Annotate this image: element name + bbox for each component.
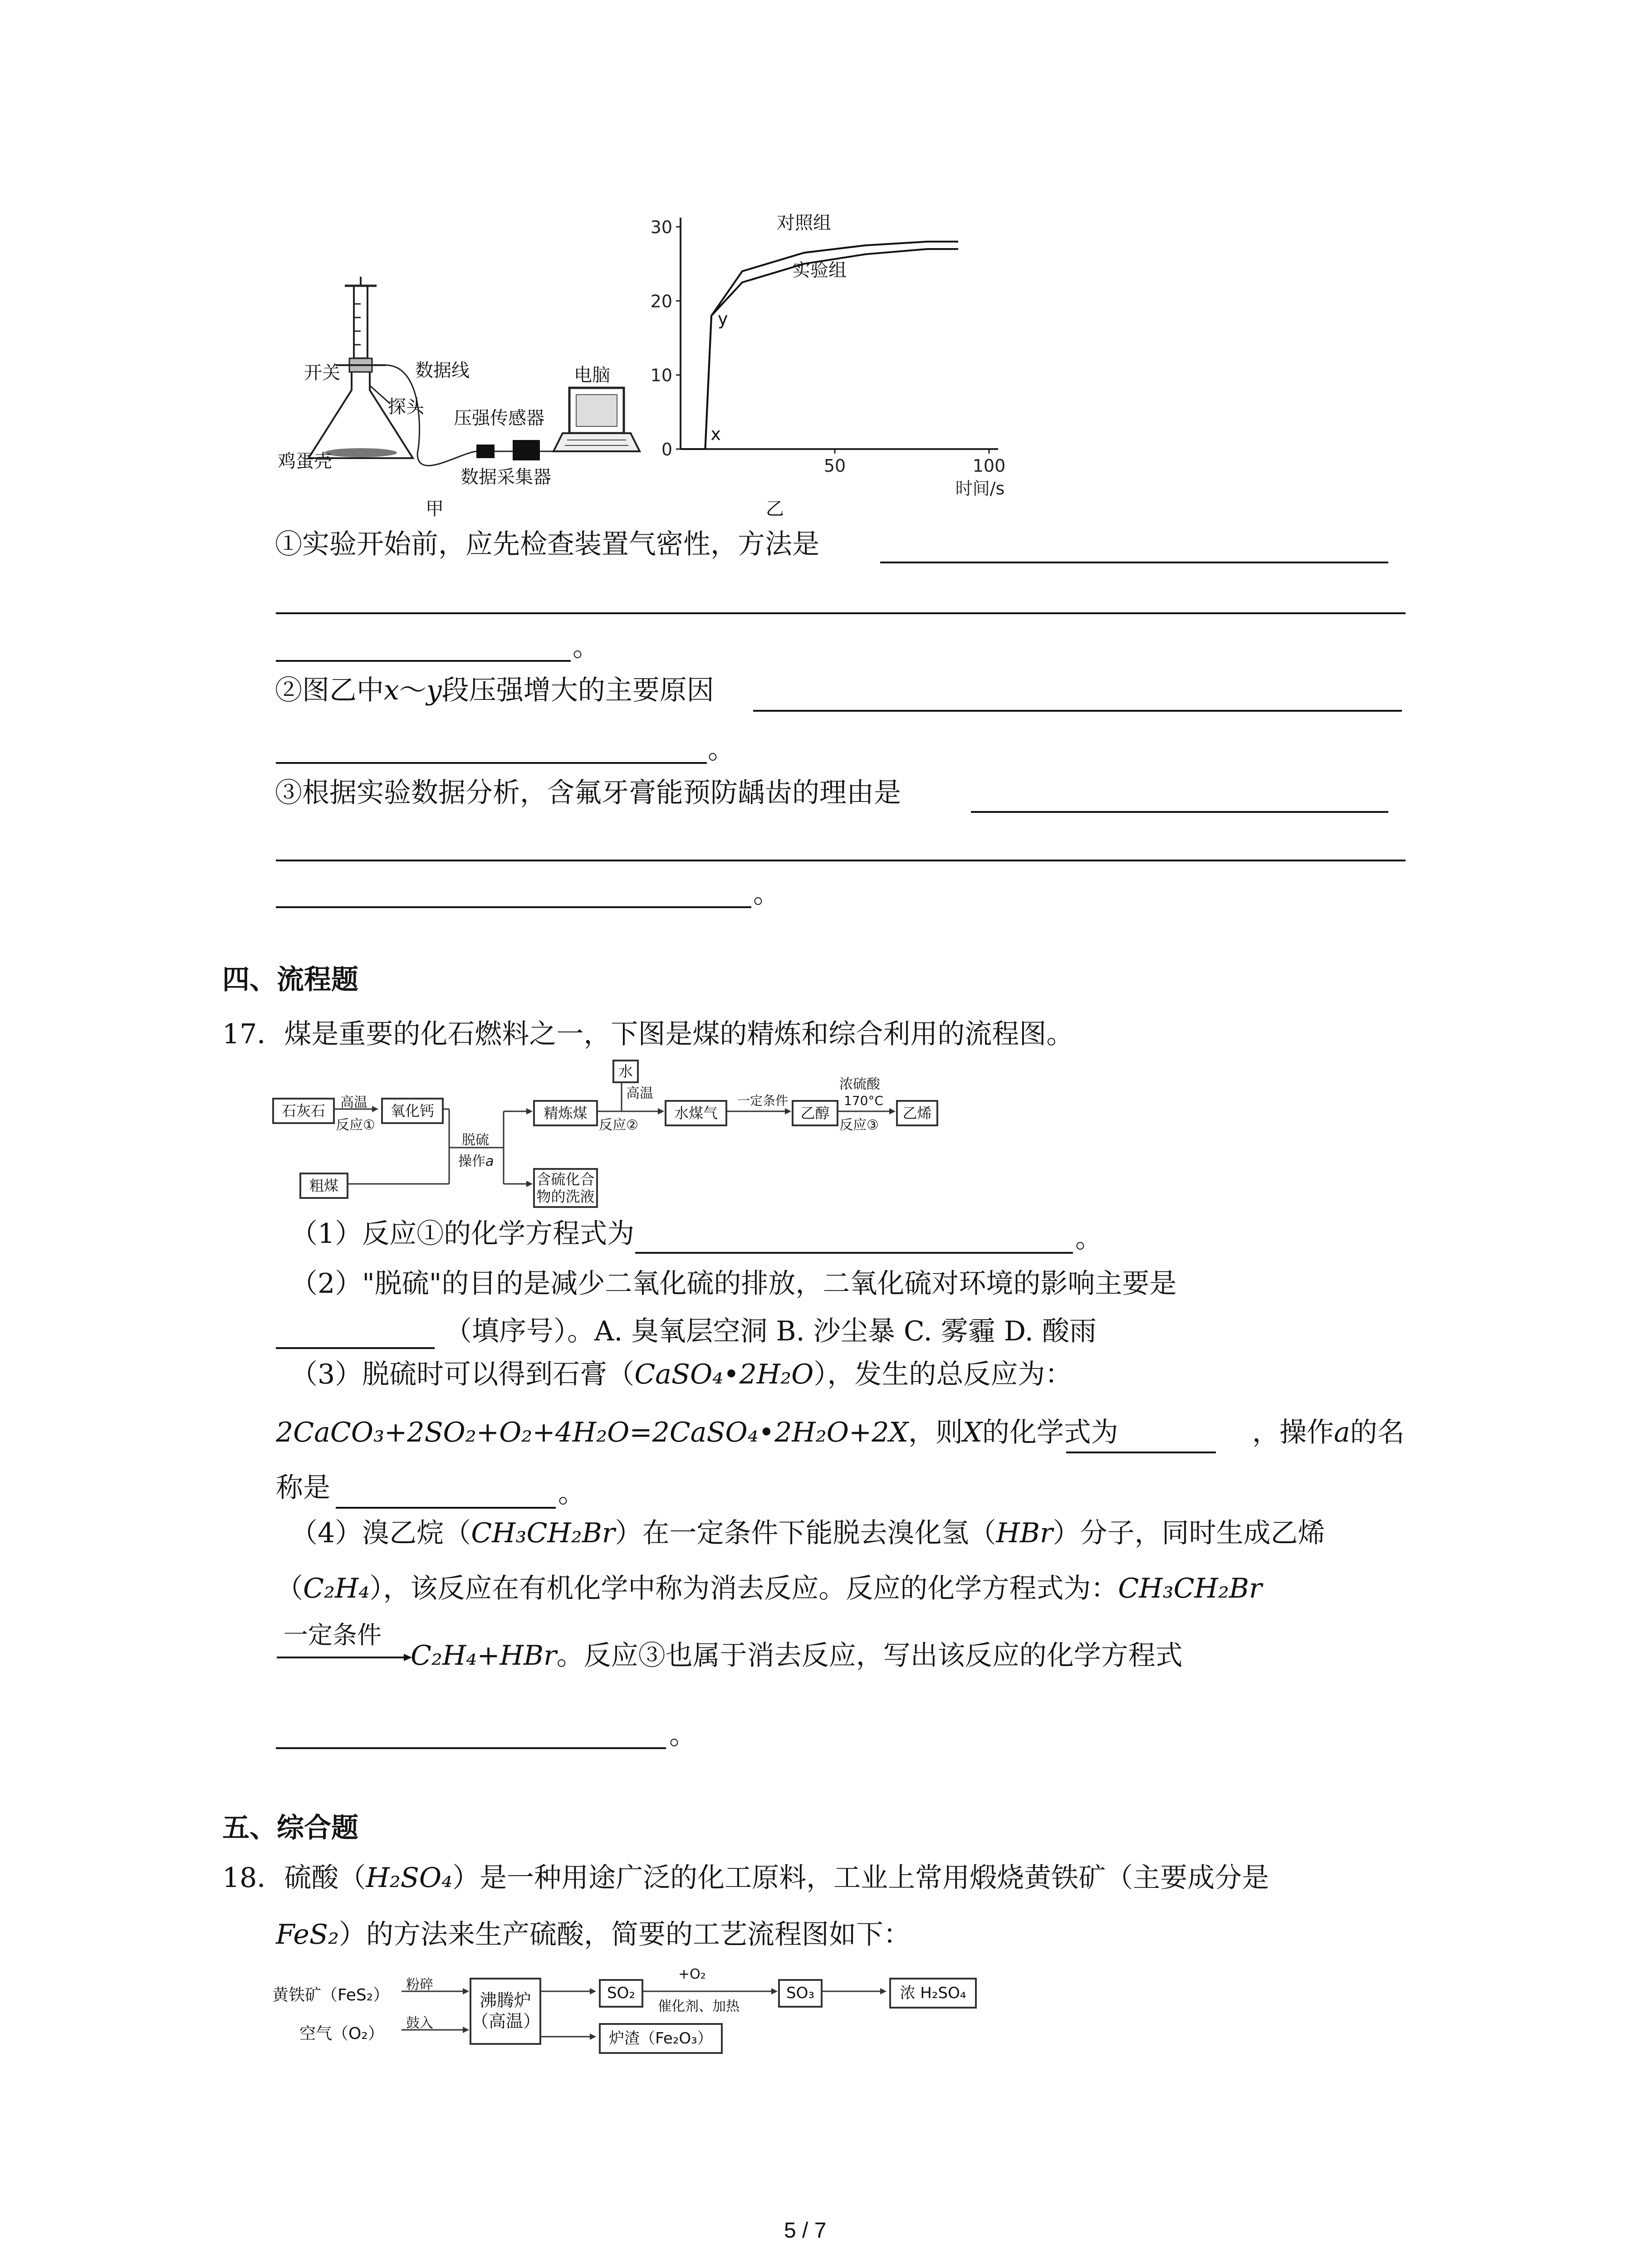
q16-answer-line-5[interactable] bbox=[276, 762, 707, 764]
y-tick-label: 0 bbox=[661, 440, 672, 459]
q17-p3-text-b: ），发生的总反应为： bbox=[813, 1359, 1073, 1390]
label-air: 空气（O₂） bbox=[299, 2024, 384, 2043]
label-crush: 粉碎 bbox=[406, 1977, 433, 1993]
label-170c: 170°C bbox=[844, 1093, 883, 1108]
q16-period-1: 。 bbox=[573, 631, 600, 663]
q17-part4-line2 bbox=[276, 1570, 1262, 1607]
q18-stem-line2 bbox=[276, 1916, 911, 1953]
y-tick-label: 30 bbox=[650, 217, 672, 237]
box-limestone: 石灰石 bbox=[272, 1098, 335, 1124]
computer-label: 电脑 bbox=[574, 365, 610, 386]
q17-p4-text-e: ），该反应在有机化学中称为消去反应。反应的化学方程式为： bbox=[369, 1573, 1118, 1604]
q16-var-x: x bbox=[384, 675, 399, 706]
bromoethane-formula: CH₃CH₂Br bbox=[471, 1517, 615, 1549]
q17-part3-line2 bbox=[276, 1414, 1118, 1451]
reaction-arrow bbox=[277, 1651, 413, 1665]
box-so2: SO₂ bbox=[599, 1979, 643, 2008]
q16-answer-line-2[interactable] bbox=[276, 612, 1406, 614]
q17-period-3: 。 bbox=[669, 1719, 696, 1751]
bromoethane-formula-2: CH₃CH₂Br bbox=[1118, 1573, 1262, 1604]
q17-p4-text-c: ）分子，同时生成乙烯 bbox=[1053, 1517, 1325, 1549]
q17-p3-text-f: 的名 bbox=[1350, 1417, 1405, 1448]
q17-p3-text-a: （3）脱硫时可以得到石膏（ bbox=[290, 1359, 635, 1390]
q17-answer-line-5[interactable] bbox=[276, 1747, 666, 1749]
section-4-title: 四、流程题 bbox=[222, 964, 358, 996]
box-raw-coal: 粗煤 bbox=[299, 1173, 348, 1199]
label-pyrite: 黄铁矿（FeS₂） bbox=[272, 1986, 390, 2004]
switch-label: 开关 bbox=[304, 362, 340, 383]
q17-p4-text-a: （4）溴乙烷（ bbox=[290, 1517, 471, 1549]
q17-part4-line1 bbox=[290, 1515, 1325, 1551]
y-tick-label: 10 bbox=[650, 365, 672, 386]
furnace-line1: 沸腾炉 bbox=[479, 1990, 531, 2011]
q17-p4-text-f: 。反应③也属于消去反应，写出该反应的化学方程式 bbox=[556, 1640, 1183, 1672]
label-desulfur: 脱硫 bbox=[462, 1132, 489, 1148]
q16-answer-line-6[interactable] bbox=[971, 811, 1388, 813]
data-line-label: 数据线 bbox=[415, 360, 470, 381]
x-axis-label: 时间/s bbox=[955, 479, 1005, 499]
hbr-formula: HBr bbox=[996, 1517, 1053, 1549]
series-label-0: 对照组 bbox=[777, 213, 831, 234]
gypsum-equation: 2CaCO₃+2SO₂+O₂+4H₂O=2CaSO₄•2H₂O+2X bbox=[276, 1417, 909, 1448]
q17-part3-line2-b bbox=[1252, 1414, 1405, 1451]
chart-caption: 乙 bbox=[766, 499, 784, 519]
q17-part3-line3: 称是 bbox=[276, 1472, 330, 1504]
q17-part1: （1）反应①的化学方程式为 bbox=[290, 1218, 635, 1250]
q16-answer-line-3[interactable] bbox=[276, 660, 571, 662]
q17-period-2: 。 bbox=[558, 1477, 585, 1509]
box-sulfur-liquid bbox=[533, 1168, 598, 1208]
label-conc-acid: 浓硫酸 bbox=[839, 1076, 880, 1092]
annotation-x: x bbox=[710, 424, 721, 444]
series-label-1: 实验组 bbox=[792, 260, 847, 281]
label-certain-cond: 一定条件 bbox=[737, 1093, 789, 1108]
q17-answer-line-2[interactable] bbox=[276, 1347, 435, 1349]
pressure-sensor-label: 压强传感器 bbox=[454, 408, 544, 429]
box-so3: SO₃ bbox=[778, 1979, 823, 2008]
reaction-arrow-label: 一定条件 bbox=[284, 1621, 382, 1649]
q16-answer-line-8[interactable] bbox=[276, 906, 751, 908]
box-cao: 氧化钙 bbox=[381, 1098, 444, 1124]
page-number: 5 / 7 bbox=[784, 2219, 827, 2243]
q17-part3-line1 bbox=[290, 1356, 1072, 1393]
label-reaction-1: 反应① bbox=[336, 1117, 375, 1133]
x-tick-label: 50 bbox=[823, 456, 846, 476]
label-blow: 鼓入 bbox=[406, 2015, 433, 2031]
data-collector-label: 数据采集器 bbox=[460, 467, 551, 488]
sulfur-liquid-line1: 含硫化合 bbox=[536, 1170, 595, 1188]
box-water-gas: 水煤气 bbox=[665, 1100, 727, 1126]
box-furnace bbox=[470, 1978, 541, 2045]
q16-answer-line-4[interactable] bbox=[753, 710, 1402, 712]
q16-part1: ①实验开始前，应先检查装置气密性，方法是 bbox=[275, 528, 819, 560]
q18-stem-line1 bbox=[222, 1860, 1269, 1896]
gypsum-formula: CaSO₄•2H₂O bbox=[634, 1359, 814, 1390]
h2so4-formula: H₂SO₄ bbox=[366, 1862, 453, 1894]
eggshell-label: 鸡蛋壳 bbox=[278, 451, 332, 472]
pressure-chart-svg bbox=[626, 213, 1034, 503]
label-operation: 操作 bbox=[458, 1154, 485, 1169]
q17-part2: （2）"脱硫"的目的是减少二氧化硫的排放，二氧化硫对环境的影响主要是 bbox=[290, 1268, 1177, 1300]
box-refined-coal: 精炼煤 bbox=[533, 1100, 598, 1126]
q18-text-c: ）的方法来生产硫酸，简要的工艺流程图如下： bbox=[339, 1919, 911, 1950]
box-slag: 炉渣（Fe₂O₃） bbox=[599, 2023, 723, 2054]
label-reaction-3: 反应③ bbox=[839, 1117, 879, 1133]
label-op-a: a bbox=[485, 1154, 494, 1169]
q16-answer-line-7[interactable] bbox=[276, 860, 1406, 861]
q16-answer-line-1[interactable] bbox=[880, 562, 1388, 563]
box-ethylene: 乙烯 bbox=[896, 1100, 938, 1126]
apparatus-caption: 甲 bbox=[426, 499, 444, 519]
annotation-y: y bbox=[718, 309, 728, 329]
probe-label: 探头 bbox=[388, 396, 424, 417]
q17-p3-text-e: ，操作 bbox=[1252, 1417, 1334, 1448]
q17-p3-text-d: 的化学式为 bbox=[982, 1417, 1118, 1448]
q17-answer-line-3[interactable] bbox=[1066, 1452, 1216, 1453]
box-conc-h2so4: 浓 H₂SO₄ bbox=[889, 1978, 977, 2009]
furnace-line2: （高温） bbox=[471, 2011, 541, 2031]
label-high-temp-1: 高温 bbox=[340, 1095, 367, 1110]
section-5-title: 五、综合题 bbox=[222, 1812, 358, 1844]
q16-part2 bbox=[275, 672, 714, 709]
q16-period-2: 。 bbox=[708, 733, 735, 765]
y-tick-label: 20 bbox=[650, 291, 672, 312]
q17-answer-line-4[interactable] bbox=[336, 1507, 556, 1509]
box-water: 水 bbox=[612, 1060, 639, 1083]
reaction-products: C₂H₄+HBr bbox=[411, 1640, 557, 1672]
q17-period-1: 。 bbox=[1075, 1222, 1102, 1254]
q17-stem: 17．煤是重要的化石燃料之一，下图是煤的精炼和综合利用的流程图。 bbox=[222, 1018, 1074, 1050]
q16-tilde: ～ bbox=[399, 675, 426, 706]
label-high-temp-2: 高温 bbox=[626, 1085, 653, 1101]
q17-p4-text-b: ）在一定条件下能脱去溴化氢（ bbox=[615, 1517, 996, 1549]
q17-p3-text-c: ，则 bbox=[908, 1417, 963, 1448]
ethylene-formula: C₂H₄ bbox=[303, 1573, 370, 1604]
q17-answer-line-1[interactable] bbox=[635, 1252, 1073, 1254]
label-reaction-2: 反应② bbox=[599, 1117, 638, 1133]
q16-var-y: y bbox=[426, 675, 442, 706]
q18-text-a: 18．硫酸（ bbox=[222, 1862, 366, 1894]
var-x: X bbox=[963, 1417, 982, 1448]
sulfur-liquid-line2: 物的洗液 bbox=[536, 1188, 595, 1205]
q16-part3: ③根据实验数据分析，含氟牙膏能预防龋齿的理由是 bbox=[275, 777, 901, 809]
q16-part2-text-b: 段压强增大的主要原因 bbox=[441, 675, 714, 706]
label-catalyst: 催化剂、加热 bbox=[658, 1999, 740, 2014]
box-ethanol: 乙醇 bbox=[792, 1100, 838, 1126]
x-tick-label: 100 bbox=[972, 456, 1006, 476]
q16-period-3: 。 bbox=[753, 878, 780, 909]
q17-part2-options: （填序号）。A. 臭氧层空洞 B. 沙尘暴 C. 雾霾 D. 酸雨 bbox=[445, 1315, 1097, 1347]
q17-p4-text-d: （ bbox=[276, 1573, 303, 1604]
label-operation-a bbox=[458, 1150, 494, 1170]
q16-part2-text-a: ②图乙中 bbox=[275, 675, 384, 706]
q18-text-b: ）是一种用途广泛的化工原料，工业上常用煅烧黄铁矿（主要成分是 bbox=[452, 1862, 1269, 1894]
var-a: a bbox=[1334, 1417, 1350, 1448]
q17-part4-line3 bbox=[411, 1637, 1183, 1674]
fes2-formula: FeS₂ bbox=[276, 1919, 339, 1950]
label-plus-o2: +O₂ bbox=[678, 1966, 706, 1982]
